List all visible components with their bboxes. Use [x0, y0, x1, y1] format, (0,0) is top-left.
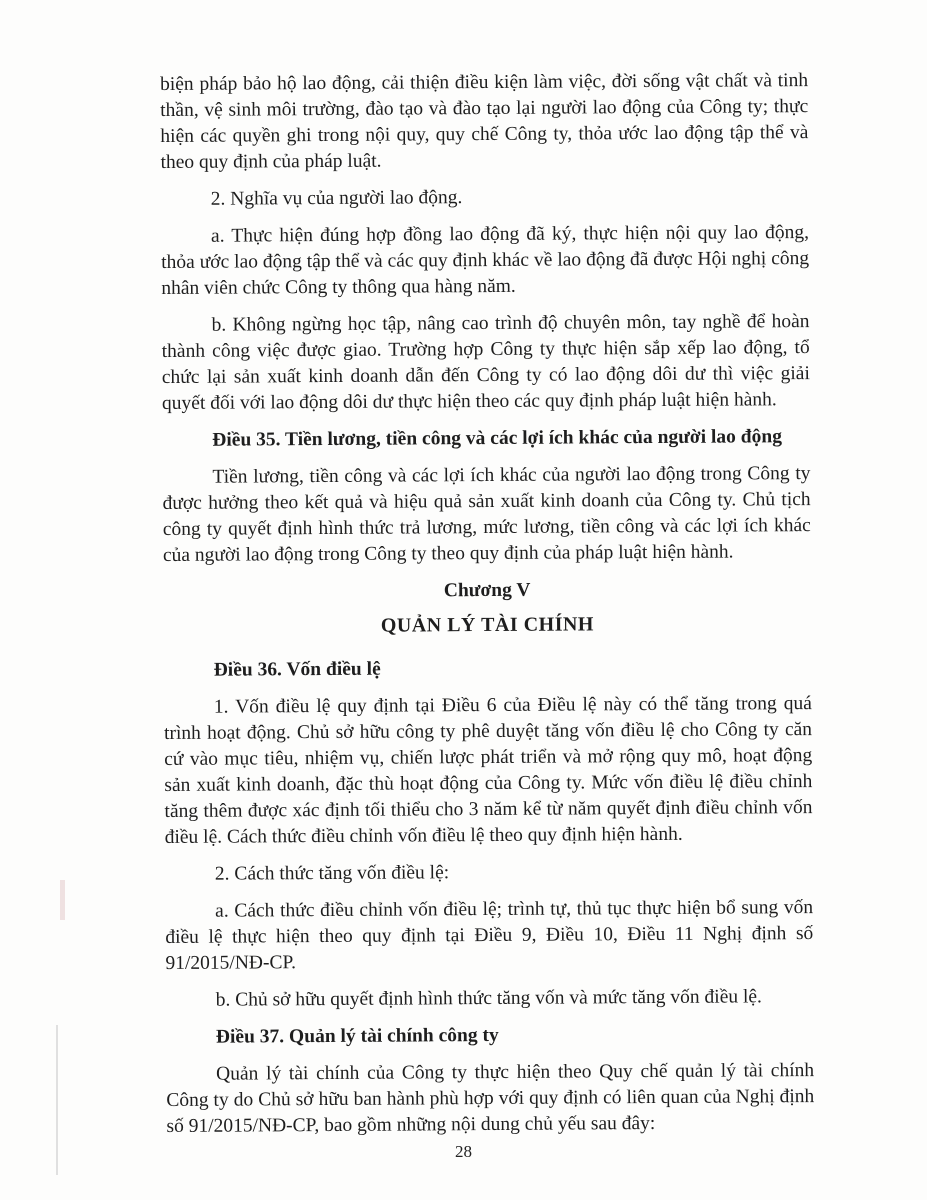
article-37-heading: Điều 37. Quản lý tài chính công ty [215, 1024, 499, 1048]
article-36-clause-2: 2. Cách thức tăng vốn điều lệ: [214, 862, 450, 885]
article-37-body: Quản lý tài chính của Công ty thực hiện theo Quy chế quản lý tài chính Công ty do Chủ sở hữu ban hành phù hợp với quy định có liên quan của Nghị định số 91/2015/NĐ-CP, bao gồm những nội dung chủ yếu sau đây: [166, 1060, 815, 1137]
paragraph-obligation-b: b. Không ngừng học tập, nâng cao trình độ chuyên môn, tay nghề để hoàn thành công việc được giao. Trường hợp Công ty thực hiện sắp xếp lao động, tổ chức lại sản xuất kinh doanh dẫn đến Công ty có lao động dôi dư thì việc giải quyết đối với lao động dôi dư thực hiện theo các quy định pháp luật hiện hành. [161, 311, 810, 414]
article-35-heading: Điều 35. Tiền lương, tiền công và các lợi ích khác của người lao động [212, 426, 783, 451]
article-35-body: Tiền lương, tiền công và các lợi ích khác của người lao động trong Công ty được hưởng theo kết quả và hiệu quả sản xuất kinh doanh của Công ty. Chủ tịch công ty quyết định hình thức trả lương, mức lương, tiền công và các lợi ích khác của người lao động trong Công ty theo quy định của pháp luật hiện hành. [162, 463, 811, 566]
page-number: 28 [455, 1142, 472, 1161]
article-36-clause-1: 1. Vốn điều lệ quy định tại Điều 6 của Điều lệ này có thể tăng trong quá trình hoạt động. Chủ sở hữu công ty phê duyệt tăng vốn điều lệ cho Công ty căn cứ vào mục tiêu, nhiệm vụ, chiến lược phát triển và mở rộng quy mô, hoạt động sản xuất kinh doanh, đặc thù hoạt động của Công ty. Mức vốn điều lệ điều chỉnh tăng thêm được xác định tối thiểu cho 3 năm kể từ năm quyết định điều chỉnh vốn điều lệ. Cách thức điều chỉnh vốn điều lệ theo quy định hiện hành. [163, 693, 813, 848]
article-36-heading: Điều 36. Vốn điều lệ [213, 658, 381, 681]
page-body [160, 68, 815, 1151]
paragraph-obligations-heading: 2. Nghĩa vụ của người lao động. [210, 187, 463, 210]
paragraph-obligation-a: a. Thực hiện đúng hợp đồng lao động đã ký, thực hiện nội quy lao động, thỏa ước lao động tập thể và các quy định khác về lao động đã được Hội nghị công nhân viên chức Công ty thông qua hàng năm. [161, 222, 810, 299]
paragraph-continuation: biện pháp bảo hộ lao động, cải thiện điều kiện làm việc, đời sống vật chất và tinh thần, vệ sinh môi trường, đào tạo và đào tạo lại người lao động của Công ty; thực hiện các quyền ghi trong nội quy, quy chế Công ty, thỏa ước lao động tập thể và theo quy định của pháp luật. [160, 70, 809, 173]
article-36-clause-2b: b. Chủ sở hữu quyết định hình thức tăng vốn và mức tăng vốn điều lệ. [215, 986, 762, 1011]
chapter-label: Chương V [443, 579, 531, 602]
article-36-clause-2a: a. Cách thức điều chỉnh vốn điều lệ; trình tự, thủ tục thực hiện bổ sung vốn điều lệ thực hiện theo quy định tại Điều 9, Điều 10, Điều 11 Nghị định số 91/2015/NĐ-CP. [165, 897, 814, 974]
chapter-title: QUẢN LÝ TÀI CHÍNH [380, 613, 595, 637]
scan-speck [60, 880, 65, 920]
